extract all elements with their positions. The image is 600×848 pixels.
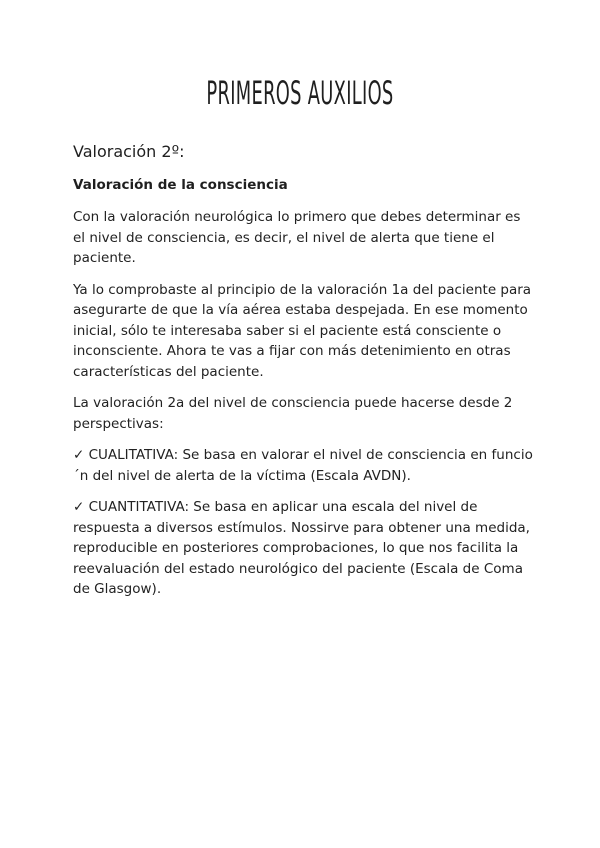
document-body xyxy=(73,142,533,611)
checkmark-icon: ✓ xyxy=(73,499,85,515)
section-heading: Valoración 2º: xyxy=(73,142,185,161)
paragraph-intro: Con la valoración neurológica lo primero que debes determinar es el nivel de consciencia, es decir, el nivel de alerta que tiene el paciente. xyxy=(73,209,521,266)
checklist-item-quantitative xyxy=(73,497,533,600)
checkmark-icon: ✓ xyxy=(73,447,85,463)
paragraph-first-assessment: Ya lo comprobaste al principio de la valoración 1a del paciente para asegurarte de que la vía aérea estaba despejada. En ese momento inicial, sólo te interesaba saber si el paciente está consciente o inconsciente. Ahora te vas a fijar con más detenimiento en otras características del paciente. xyxy=(73,281,532,380)
checklist-item-qualitative xyxy=(73,445,533,486)
sub-heading: Valoración de la consciencia xyxy=(73,177,288,193)
checklist-item-text: CUANTITATIVA: Se basa en aplicar una escala del nivel de respuesta a diversos estímulos. Nossirve para obtener una medida, reproducible en posteriores comprobaciones, lo que nos facilita la reevaluación del estado neurológico del paciente (Escala de Coma de Glasgow). xyxy=(73,499,530,597)
paragraph-perspectives: La valoración 2a del nivel de consciencia puede hacerse desde 2 perspectivas: xyxy=(73,395,513,432)
page-title: PRIMEROS AUXILIOS xyxy=(206,74,394,112)
checklist-item-text: CUALITATIVA: Se basa en valorar el nivel de consciencia en funcio´n del nivel de alerta de la víctima (Escala AVDN). xyxy=(73,447,533,484)
